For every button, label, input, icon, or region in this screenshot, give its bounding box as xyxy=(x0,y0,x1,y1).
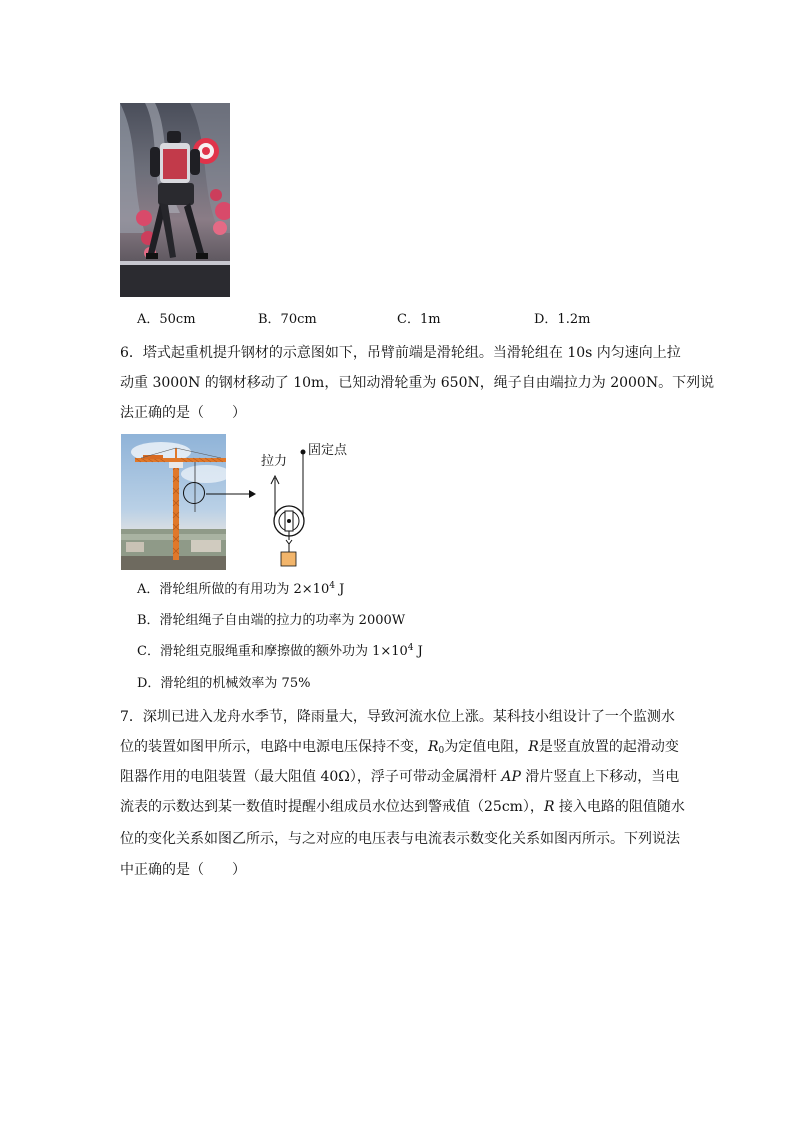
q7-stem-line-1: 7．深圳已进入龙舟水季节，降雨量大，导致河流水位上涨。某科技小组设计了一个监测水 xyxy=(120,709,675,725)
q5-option-d: D．1.2m xyxy=(534,312,591,327)
q6-stem-line-3: 法正确的是（ ） xyxy=(120,405,246,421)
arrow-head-icon xyxy=(249,490,256,498)
fixed-point-label: 固定点 xyxy=(308,443,348,458)
q6-option-d: D．滑轮组的机械效率为 75% xyxy=(137,676,311,691)
q6-option-c: C．滑轮组克服绳重和摩擦做的额外功为 $1\times 10^4$ J xyxy=(137,643,423,659)
robot-photo xyxy=(120,103,230,297)
q5-option-c: C．1m xyxy=(397,312,441,327)
q6-stem-line-1: 6．塔式起重机提升钢材的示意图如下，吊臂前端是滑轮组。当滑轮组在 10s 内匀速向上拉 xyxy=(120,345,681,361)
q6-option-b: B．滑轮组绳子自由端的拉力的功率为 2000W xyxy=(137,613,406,628)
q5-option-b: B．70cm xyxy=(258,312,317,327)
load-block xyxy=(281,552,296,566)
robot-illustration xyxy=(120,103,230,297)
q7-stem-line-3: 阻器作用的电阻装置（最大阻值 40Ω），浮子可带动金属滑杆 AP 滑片竖直上下移动，当电 xyxy=(120,769,680,785)
q5-option-a: A．50cm xyxy=(137,312,196,327)
q7-stem-line-2: 位的装置如图甲所示，电路中电源电压保持不变，$R_0$为定值电阻，R是竖直放置的起滑动变 xyxy=(120,739,679,756)
q7-stem-line-4: 流表的示数达到某一数值时提醒小组成员水位达到警戒值（25cm），R 接入电路的阻值随水 xyxy=(120,799,685,815)
pull-label: 拉力 xyxy=(261,454,288,469)
q7-stem-line-6: 中正确的是（ ） xyxy=(120,862,246,878)
q7-stem-line-5: 位的变化关系如图乙所示，与之对应的电压表与电流表示数变化关系如图丙所示。下列说法 xyxy=(120,831,680,847)
q6-stem-line-2: 动重 3000N 的钢材移动了 10m，已知动滑轮重为 650N，绳子自由端拉力为 2000N。下列说 xyxy=(120,375,715,391)
q6-option-a: A．滑轮组所做的有用功为 $2\times 10^4$ J xyxy=(137,581,345,597)
